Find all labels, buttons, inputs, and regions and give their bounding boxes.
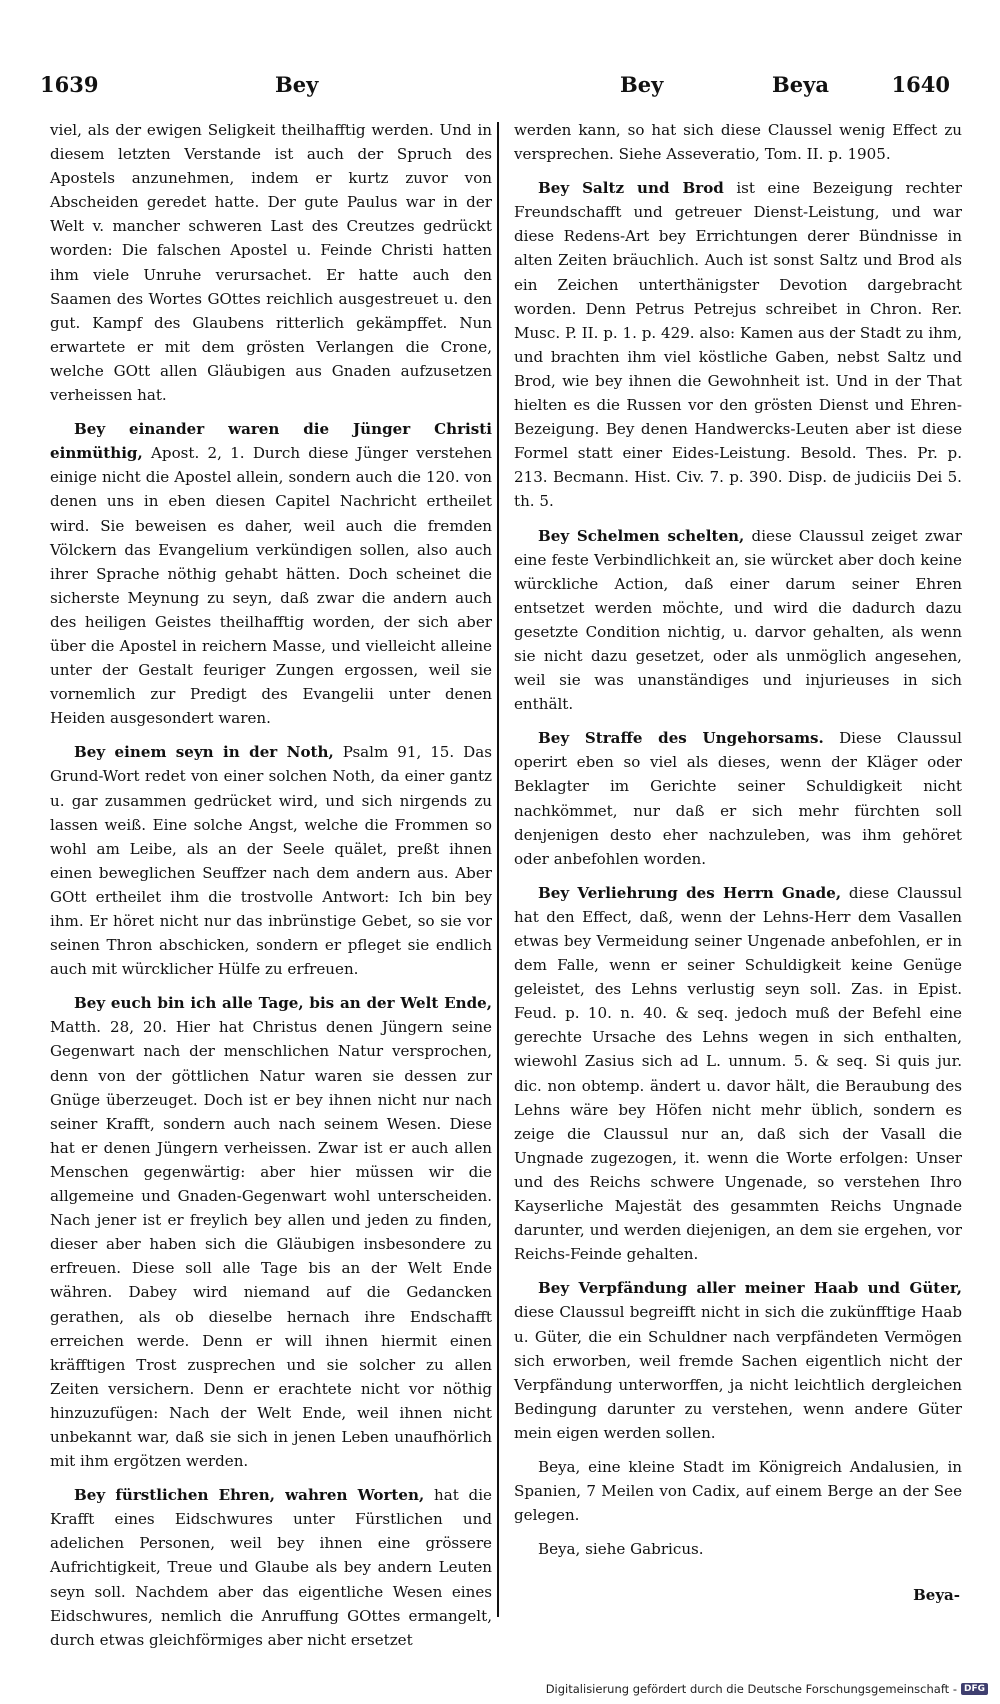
entry-paragraph bbox=[50, 417, 492, 730]
right-running-head: Beya bbox=[772, 72, 829, 97]
catchword: Beya- bbox=[913, 1586, 960, 1604]
entry-lemma: Bey Straffe des Ungehorsams. bbox=[538, 729, 824, 748]
entry-paragraph bbox=[50, 991, 492, 1473]
entry-paragraph bbox=[514, 881, 962, 1267]
digitization-footer bbox=[546, 1682, 988, 1696]
entry-text: diese Claussul hat den Effect, daß, wenn der Lehns-Herr dem Vasallen etwas bey Vermeidung seiner Ungenade anbefohlen, er in dem Falle, wenn er seiner Schuldigkeit keine Genüge geleistet, des Lehns verlustig seyn soll. Zas. in Epist. Feud. p. 10. n. 40. & seq. jedoch muß der Befehl eine gerechte Ursache des Lehns wegen in sich enthalten, wiewohl Zasius sich ad L. unnum. 5. & seq. Si quis jur. dic. non obtemp. ändert u. davor hält, die Beraubung des Lehns wäre bey Höfen nicht mehr üblich, sondern es zeige die Claussul nur an, daß sich der Vasall die Ungnade zugezogen, it. wenn die Worte erfolgen: Unser und des Reichs schwere Ungenade, so verstehen Ihro Kayserliche Majestät des gesammten Reichs Ungnade darunter, und werden diejenigen, an dem sie ergehen, vor Reichs-Feinde gehalten. bbox=[514, 883, 962, 1264]
left-page-number: 1639 bbox=[40, 72, 99, 97]
entry-text: Beya, siehe Gabricus. bbox=[538, 1540, 704, 1559]
entry-lemma: Bey fürstlichen Ehren, wahren Worten, bbox=[74, 1486, 425, 1505]
footer-text: Digitalisierung gefördert durch die Deutsche Forschungsgemeinschaft - bbox=[545, 1682, 957, 1696]
entry-paragraph bbox=[514, 726, 962, 871]
left-running-head: Bey bbox=[275, 72, 319, 97]
right-page-number: 1640 bbox=[891, 72, 950, 97]
entry-paragraph bbox=[514, 1276, 962, 1445]
entry-text: ist eine Bezeigung rechter Freundschafft und getreuer Dienst-Leistung, und war diese Redens-Art bey Errichtungen derer Bündnisse in alten Zeiten bräuchlich. Auch ist sonst Saltz und Brod als ein Zeichen unterthänigster Devotion dargebracht worden. Denn Petrus Petrejus schreibet in Chron. Rer. Musc. P. II. p. 1. p. 429. also: Kamen aus der Stadt zu ihm, und brachten ihm viel köstliche Gaben, nebst Saltz und Brod, wie bey ihnen die Gewohnheit ist. Und in der That hielten es die Russen vor den grösten Dienst und Ehren-Bezeigung. Bey denen Handwercks-Leuten aber ist diese Formel statt einer Eides-Leistung. Besold. Thes. Pr. p. 213. Becmann. Hist. Civ. 7. p. 390. Disp. de judiciis Dei 5. th. 5. bbox=[514, 179, 962, 511]
entry-text: werden kann, so hat sich diese Claussel wenig Effect zu versprechen. Siehe Asseveratio, Tom. II. p. 1905. bbox=[514, 121, 962, 164]
entry-text: Apost. 2, 1. Durch diese Jünger verstehen einige nicht die Apostel allein, sondern auch die 120. von denen uns in eben diesen Capitel Nachricht ertheilet wird. Sie beweisen es daher, weil auch die fremden Völckern das Evangelium verkündigen sollen, also auch ihrer Sprache nöthig gehabt hätten. Doch scheinet die sicherste Meynung zu seyn, daß zwar die andern auch des heiligen Geistes theilhafftig worden, der sich aber über die Apostel in reichern Masse, und vielleicht alleine unter der Gestalt feuriger Zungen ergossen, weil sie vornemlich zur Predigt des Evangelii unter denen Heiden ausgesondert waren. bbox=[50, 444, 492, 728]
entry-paragraph bbox=[50, 118, 492, 407]
dfg-logo: DFG bbox=[961, 1683, 988, 1695]
middle-running-head: Bey bbox=[620, 72, 664, 97]
page-header bbox=[30, 72, 960, 112]
entry-paragraph bbox=[50, 1483, 492, 1652]
entry-paragraph bbox=[514, 176, 962, 513]
entry-text: diese Claussul zeiget zwar eine feste Verbindlichkeit an, sie würcket aber doch keine würckliche Action, daß einer darum seiner Ehren entsetzet werden möchte, und wird die dadurch dazu gesetzte Condition nichtig, u. darvor gehalten, als wenn sie nicht dazu gesetzet, oder als unmöglich angesehen, weil sie was unanständiges und injurieuses in sich enthält. bbox=[514, 526, 962, 714]
right-column bbox=[514, 118, 962, 1561]
entry-paragraph bbox=[514, 524, 962, 717]
entry-lemma: Bey einander waren die Jünger Christi einmüthig, bbox=[50, 420, 492, 463]
entry-lemma: Bey Verliehrung des Herrn Gnade, bbox=[538, 883, 842, 902]
entry-text: Diese Claussul operirt eben so viel als dieses, wenn der Kläger oder Beklagter im Gerichte seiner Schuldigkeit nicht nachkömmet, nur daß er sich mehr fürchten soll denjenigen desto eher nachzuleben, was ihm gehöret oder anbefohlen worden. bbox=[514, 729, 962, 868]
entry-paragraph bbox=[514, 1537, 962, 1561]
entry-lemma: Bey euch bin ich alle Tage, bis an der Welt Ende, bbox=[74, 994, 492, 1013]
entry-text: Matth. 28, 20. Hier hat Christus denen Jüngern seine Gegenwart nach der menschlichen Natur versprochen, denn von der göttlichen Natur waren sie dessen zur Gnüge überzeuget. Doch ist er bey ihnen nicht nur nach seiner Krafft, sondern auch nach seinem Wesen. Diese hat er denen Jüngern verheissen. Zwar ist er auch allen Menschen gegenwärtig: aber hier müssen wir die allgemeine und Gnaden-Gegenwart wohl unterscheiden. Nach jener ist er freylich bey allen und jeden zu finden, dieser aber haben sich die Gläubigen insbesondere zu erfreuen. Diese soll alle Tage bis an der Welt Ende währen. Dabey wird niemand auf die Gedancken gerathen, als ob dieselbe hernach ihre Endschafft erreichen werde. Denn er will ihnen hiermit einen kräfftigen Trost zusprechen und sie solcher zu allen Zeiten versichern. Denn er erachtete nicht vor nöthig hinzuzufügen: Nach der Welt Ende, weil ihnen nicht unbekannt war, daß sie sich in jenen Leben unaufhörlich mit ihm ergötzen werden. bbox=[50, 1018, 492, 1471]
entry-paragraph bbox=[514, 1455, 962, 1527]
entry-text: diese Claussul begreifft nicht in sich die zukünfftige Haab u. Güter, die ein Schuldner nach verpfändeten Vermögen sich erworben, weil fremde Sachen eigentlich nicht der Verpfändung unterworffen, ja nicht leichtlich dergleichen Bedingung darunter zu verstehen, wenn andere Güter mein eigen werden sollen. bbox=[514, 1303, 962, 1442]
entry-lemma: Bey Verpfändung aller meiner Haab und Güter, bbox=[538, 1279, 962, 1298]
entry-lemma: Bey Saltz und Brod bbox=[538, 179, 724, 198]
entry-text: hat die Krafft eines Eidschwures unter Fürstlichen und adelichen Personen, weil bey ihnen eine grössere Aufrichtigkeit, Treue und Glaube als bey andern Leuten seyn soll. Nachdem aber das eigentliche Wesen eines Eidschwures, nemlich die Anruffung GOttes ermangelt, durch etwas gleichförmiges aber nicht ersetzet bbox=[50, 1486, 492, 1649]
entry-text: Beya, eine kleine Stadt im Königreich Andalusien, in Spanien, 7 Meilen von Cadix, auf einem Berge an der See gelegen. bbox=[514, 1457, 962, 1525]
entry-text: Psalm 91, 15. Das Grund-Wort redet von einer solchen Noth, da einer gantz u. gar zusammen gedrücket wird, und sich nirgends zu lassen weiß. Eine solche Angst, welche die Frommen so wohl am Leibe, als an der Seele quälet, preßt ihnen einen beweglichen Seuffzer nach dem andern aus. Aber GOtt ertheilet ihm die trostvolle Antwort: Ich bin bey ihm. Er höret nicht nur das inbrünstige Gebet, so sie vor seinen Thron abschicken, sondern er pfleget sie endlich auch mit würcklicher Hülfe zu erfreuen. bbox=[50, 743, 492, 979]
column-divider bbox=[497, 122, 499, 1617]
entry-text: viel, als der ewigen Seligkeit theilhafftig werden. Und in diesem letzten Verstande ist auch der Spruch des Apostels anzunehmen, indem er kurtz zuvor von Abscheiden geredet hatte. Der gute Paulus war in der Welt v. mancher schweren Last des Creutzes gedrückt worden: Die falschen Apostel u. Feinde Christi hatten ihm viele Unruhe verursachet. Er hatte auch den Saamen des Wortes GOttes reichlich ausgestreuet u. den gut. Kampf des Glaubens ritterlich gekämpffet. Nun erwartete er mit dem grösten Verlangen die Crone, welche GOtt allen Gläubigen aus Gnaden aufzusetzen verheissen hat. bbox=[50, 121, 492, 405]
entry-lemma: Bey einem seyn in der Noth, bbox=[74, 743, 334, 762]
left-column bbox=[50, 118, 492, 1652]
entry-paragraph bbox=[514, 118, 962, 166]
entry-paragraph bbox=[50, 740, 492, 981]
entry-lemma: Bey Schelmen schelten, bbox=[538, 526, 745, 545]
